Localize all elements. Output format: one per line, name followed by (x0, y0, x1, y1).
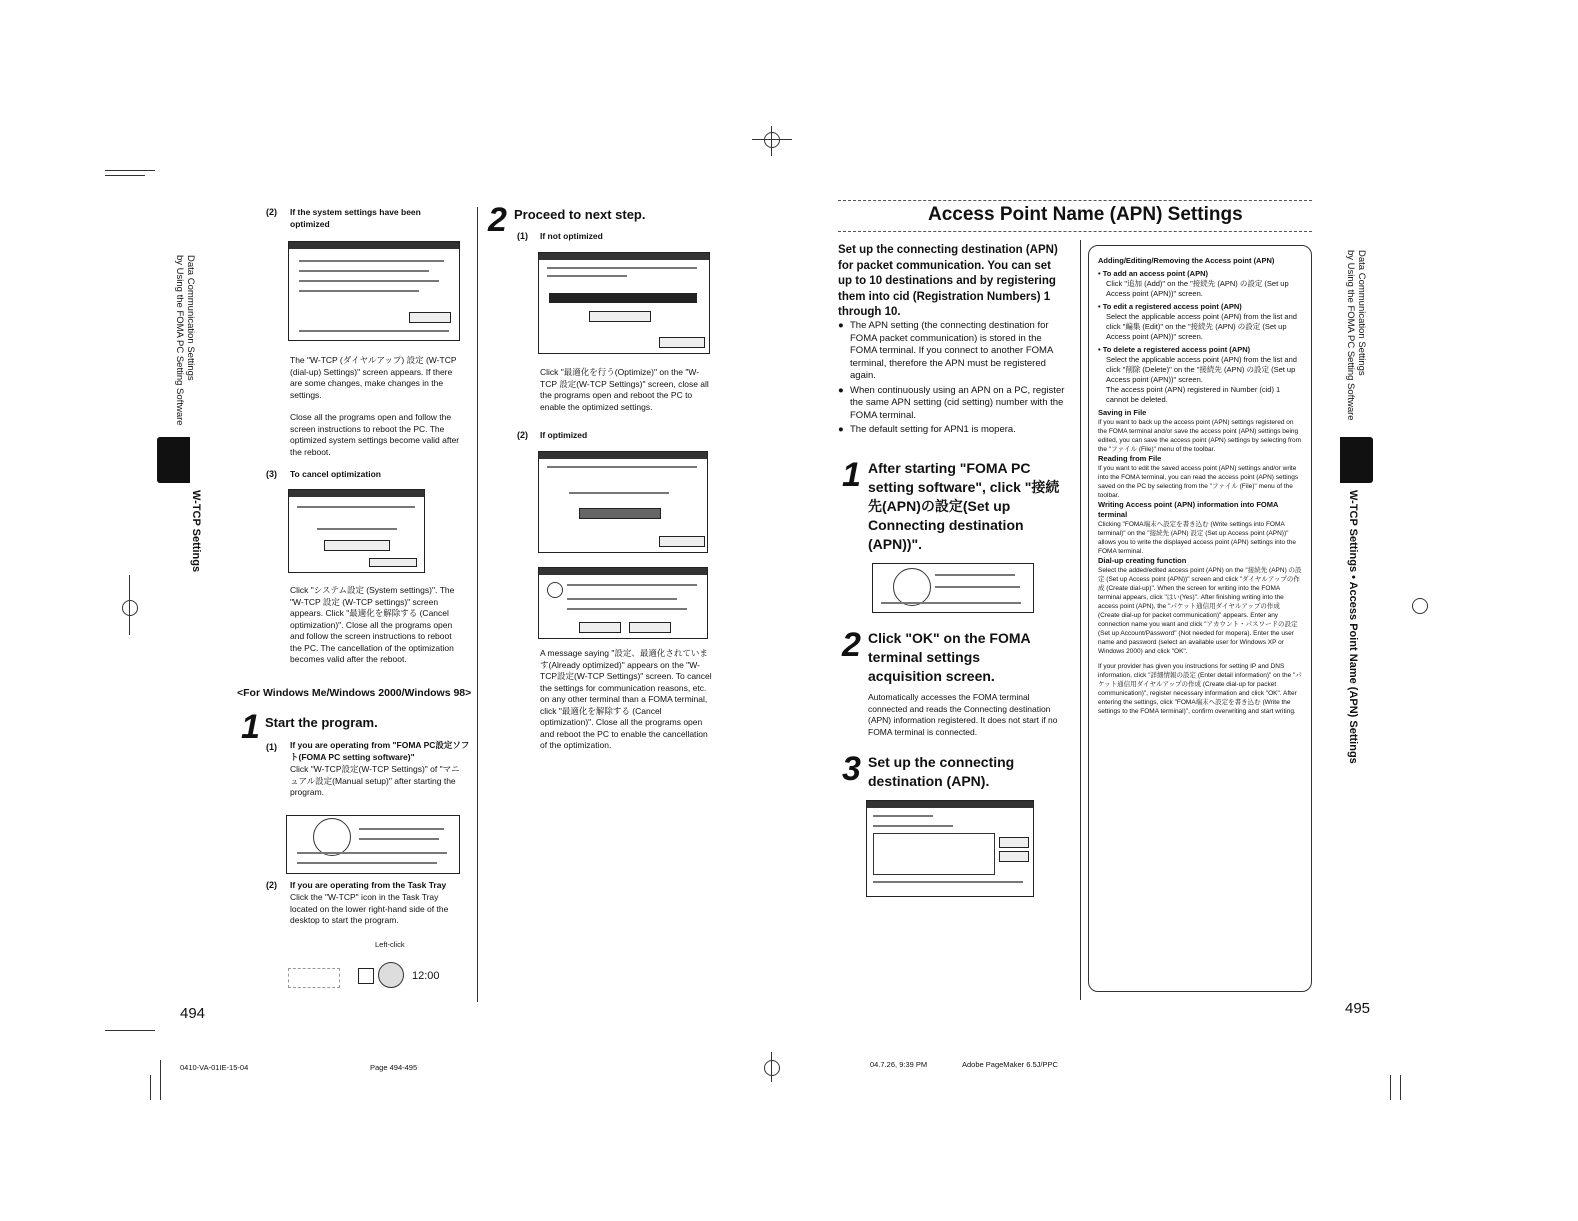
sidebar-text: If you want to back up the access point (APN) settings registered on the FOMA terminal and/or save the access point (APN) settings being edited, you can save the access point (APN) settings by selecting from the "ファイル (File)" menu of the toolbar. (1098, 419, 1302, 453)
step-title: After starting "FOMA PC setting software", click "接続先(APN)の設定(Set up Connecting destination (APN))". (868, 460, 1060, 552)
registration-mark (764, 1060, 780, 1076)
registration-mark (129, 575, 130, 635)
sidebar-text: The access point (APN) registered in Number (cid) 1 cannot be deleted. (1106, 385, 1281, 404)
registration-mark (771, 126, 772, 156)
right-side-tab-block (1340, 437, 1373, 483)
item-title: If the system settings have been optimized (290, 207, 421, 229)
sidebar-subhead: Saving in File (1098, 408, 1147, 417)
sidebar-text: Select the added/edited access point (APN) on the "接続先 (APN) の設定 (Set up Access point (APN))" screen and click "ダイヤルアップの作成 (Create dial-up)". When the screen for writing into the FOMA terminal appears, click "はい(Yes)". After finishing writing into the access point (APN), the "パケット通信用ダイヤルアップの作成 (Create dial-up for packet communication)" appears. Enter any connection name you want and click "アカウント・パスワードの設定(Set up Account/Password" (Not needed for mopera). Enter the user name and password (select an available user for Windows XP or Windows 2000) and click "OK". (1098, 567, 1302, 655)
crop-mark (150, 1075, 151, 1100)
foma-pc-setting-screenshot (286, 815, 460, 874)
item-label: (3) (266, 469, 277, 479)
windows-heading: <For Windows Me/Windows 2000/Windows 98> (237, 687, 472, 699)
step-number: 3 (842, 750, 861, 788)
item-text: Close all the programs open and follow the screen instructions to reboot the PC. The optimized system settings become valid after the reboot. (290, 412, 460, 457)
item-label: (2) (517, 430, 528, 440)
apn-setup-screenshot (872, 563, 1034, 613)
sidebar-text: Clicking "FOMA端末へ設定を書き込む (Write settings into FOMA terminal)" on the "接続先 (APN) 設定 (Set up Access point (APN))" allows you to write the displayed access point (APN) settings into the FOMA terminal. (1098, 521, 1296, 555)
item-title: If you are operating from "FOMA PC設定ソフト(FOMA PC setting software)" (290, 740, 470, 762)
item-text: Click "最適化を行う(Optimize)" on the "W-TCP 設定(W-TCP Settings)" screen, close all the programs open and reboot the PC to enable the optimized settings. (540, 367, 709, 412)
sidebar-subhead: Reading from File (1098, 454, 1162, 463)
optimized-screenshot (538, 451, 708, 553)
registration-mark (752, 139, 792, 140)
sidebar-subhead: Dial-up creating function (1098, 556, 1187, 565)
registration-mark (1412, 598, 1428, 614)
item-label: (2) (266, 880, 277, 890)
right-page-number: 495 (1345, 1000, 1371, 1017)
step-text: Automatically accesses the FOMA terminal connected and reads the Connecting destination (APN) information registered. It does not start if no FOMA terminal is connected. (868, 692, 1058, 737)
step-number: 2 (842, 626, 861, 664)
task-tray (288, 962, 448, 990)
wtcp-tray-icon[interactable] (378, 962, 404, 988)
left-page-number: 494 (180, 1005, 206, 1022)
bullet-item: ● The default setting for APN1 is mopera. (838, 424, 1016, 435)
sidebar-subhead: Writing Access point (APN) information into FOMA terminal (1098, 500, 1279, 519)
registration-mark (122, 600, 138, 616)
sidebar-subhead: • To edit a registered access point (APN) (1098, 302, 1242, 311)
sidebar-text: If your provider has given you instructions for setting IP and DNS information, click "詳細情報の設定 (Enter detail information)" on the "パケット通信用ダイヤルアップの作成 (Create dial-up for packet communication)", register necessary information and click "OK". After entering the settings, click "FOMA端末へ設定を書き込む (Write the settings to the FOMA terminal)", confirm overwriting and start writing. (1098, 663, 1302, 715)
column-divider (1080, 240, 1081, 1000)
crop-mark (105, 160, 155, 171)
registration-mark (771, 1052, 772, 1082)
item-label: (1) (266, 742, 277, 752)
sidebar-content (1098, 256, 1303, 716)
intro-text: Set up the connecting destination (APN) for packet communication. You can set up to 10 destinations and by registering them into cid (Registration Numbers) 1 through 10. (838, 244, 1058, 318)
step-title: Click "OK" on the FOMA terminal settings acquisition screen. (868, 630, 1031, 684)
footer-job: 0410-VA-01IE-15-04 (180, 1063, 249, 1072)
cancel-optimization-screenshot (288, 489, 425, 573)
sidebar-heading: Adding/Editing/Removing the Access point (APN) (1098, 256, 1275, 265)
footer-page: Page 494-495 (370, 1063, 418, 1072)
already-optimized-screenshot (538, 567, 708, 639)
item-text: Click "システム設定 (System settings)". The "W-TCP 設定 (W-TCP settings)" screen appears. Click "最適化を解除する (Cancel optimization)". Close all the programs open and follow the screen instructions to reboot the PC. The cancellation of the optimization becomes valid after the reboot. (290, 585, 455, 664)
crop-mark (160, 1060, 161, 1100)
sidebar-text: If you want to edit the saved access point (APN) settings and/or write into the FOMA terminal, you can read the access point (APN) settings saved on the PC by selecting from the "ファイル (File)" menu of the toolbar. (1098, 465, 1299, 499)
wtcp-settings-screenshot (288, 241, 460, 341)
footer-app: Adobe PageMaker 6.5J/PPC (962, 1060, 1058, 1069)
item-text: The "W-TCP (ダイヤルアップ) 設定 (W-TCP (dial-up) Settings)" screen appears. If there are some changes, make changes in the settings. (290, 355, 457, 400)
left-side-tab-bold: W-TCP Settings (190, 490, 202, 573)
bullet-item: ● The APN setting (the connecting destination for FOMA packet communication) is stored in the FOMA terminal. If you connect to another FOMA terminal, therefore the APN must be registered again. (838, 320, 1053, 381)
item-title: If optimized (540, 430, 588, 440)
sidebar-text: Select the applicable access point (APN) from the list and click "削除 (Delete)" on the "接続先 (APN) の設定 (Set up Access point (APN))" screen. (1106, 355, 1297, 384)
item-title: If you are operating from the Task Tray (290, 880, 447, 890)
crop-mark (1390, 1075, 1391, 1100)
step-title: Proceed to next step. (514, 207, 646, 222)
bullet-list (838, 320, 1068, 437)
crop-mark (105, 175, 145, 176)
left-side-tab-text: Data Communication Settings by Using the FOMA PC Setting Software (174, 255, 196, 426)
apn-list-screenshot (866, 800, 1034, 897)
item-text: Click the "W-TCP" icon in the Task Tray located on the lower right-hand side of the desktop to start the program. (290, 892, 449, 925)
sidebar-subhead: • To add an access point (APN) (1098, 269, 1209, 278)
item-title: To cancel optimization (290, 469, 381, 479)
column-divider (477, 207, 478, 1002)
right-side-tab-text: Data Communication Settings by Using the FOMA PC Setting Software (1345, 250, 1367, 421)
sidebar-text: Select the applicable access point (APN) from the list and click "編集 (Edit)" on the "接続先 (APN) の設定 (Set up Access point (APN))" screen. (1106, 312, 1297, 341)
left-side-tab-block (157, 437, 190, 483)
sidebar-subhead: • To delete a registered access point (APN) (1098, 345, 1251, 354)
item-title: If not optimized (540, 231, 603, 241)
step-title: Set up the connecting destination (APN). (868, 754, 1015, 789)
step-number: 2 (488, 201, 507, 239)
bullet-item: ● When continuously using an APN on a PC, register the same APN setting (cid setting) number with the FOMA terminal. (838, 384, 1065, 421)
registration-mark (764, 132, 780, 148)
item-label: (1) (517, 231, 528, 241)
step-title: Start the program. (265, 715, 378, 730)
clock-label: 12:00 (412, 970, 440, 982)
page-title: Access Point Name (APN) Settings (928, 204, 1243, 225)
item-text: A message saying "設定、最適化されています(Already optimized)" appears on the "W-TCP設定(W-TCP Settings)" screen. To cancel the settings for communication reasons, etc. on any other terminal than a FOMA terminal, click "最適化を解除する (Cancel optimization)". Close all the programs open and reboot the PC to enable the cancellation of the optimization. (540, 648, 712, 750)
step-number: 1 (842, 456, 861, 494)
step-number: 1 (241, 708, 260, 746)
leftclick-label: Left-click (375, 940, 405, 949)
sidebar-text: Click "追加 (Add)" on the "接続先 (APN) の設定 (Set up Access point (APN))" screen. (1106, 279, 1289, 298)
footer-date: 04.7.26, 9:39 PM (870, 1060, 928, 1069)
item-text: Click "W-TCP設定(W-TCP Settings)" of "マニュアル設定(Manual setup)" after starting the program. (290, 764, 460, 797)
crop-mark (105, 1030, 155, 1031)
crop-mark (1400, 1075, 1401, 1100)
item-label: (2) (266, 207, 277, 217)
right-side-tab-bold: W-TCP Settings • Access Point Name (APN) Settings (1347, 490, 1359, 764)
not-optimized-screenshot (538, 252, 710, 354)
